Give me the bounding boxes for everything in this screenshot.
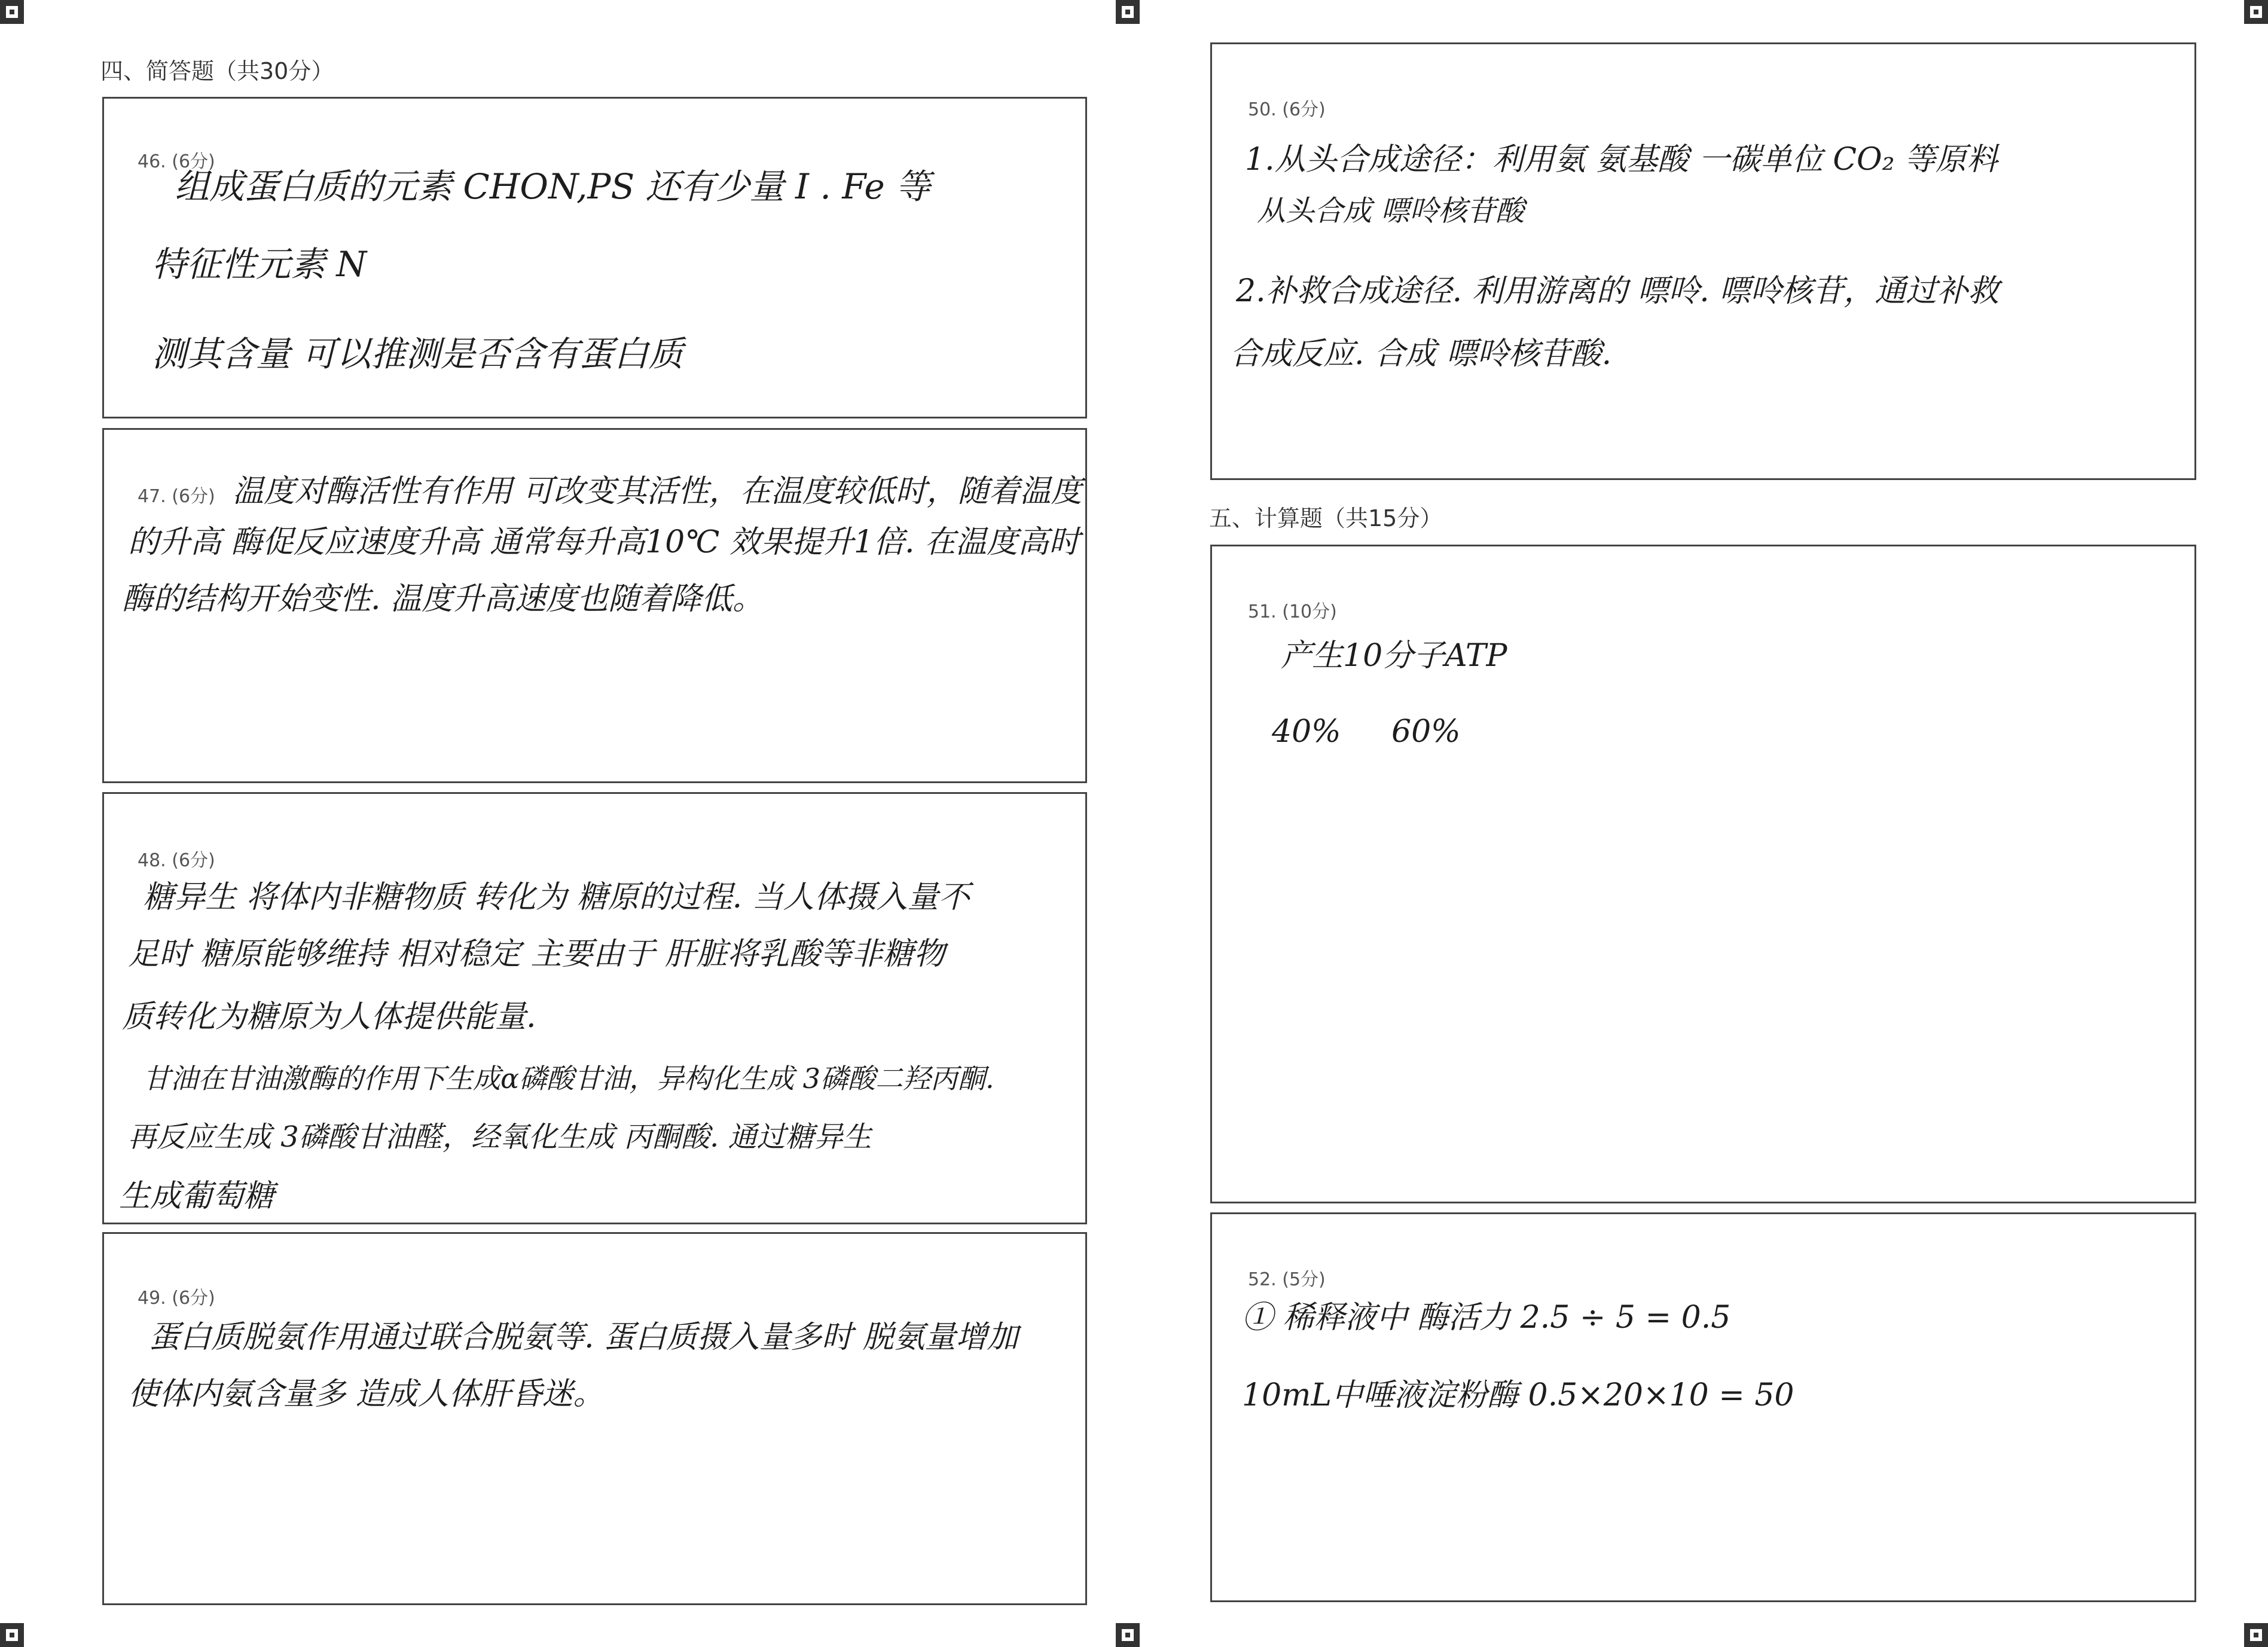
handwriting-q47-line1: 温度对酶活性有作用 可改变其活性，在温度较低时，随着温度	[233, 473, 1082, 509]
handwriting-q48-line6: 生成葡萄糖	[119, 1178, 275, 1214]
answer-box-q49	[102, 1232, 1087, 1605]
handwriting-q52-line1: ① 稀释液中 酶活力 2.5 ÷ 5 = 0.5	[1242, 1300, 1731, 1336]
handwriting-q50-line3: 2.补救合成途径. 利用游离的 嘌呤. 嘌呤核苷，通过补救	[1236, 273, 2000, 309]
section-title-calculation: 五、计算题（共15分）	[1209, 505, 1443, 531]
question-label-q46: 46. (6分)	[138, 151, 215, 172]
handwriting-q50-line2: 从头合成 嘌呤核苷酸	[1257, 194, 1525, 228]
question-label-q52: 52. (5分)	[1248, 1269, 1326, 1290]
handwriting-q51-value2: 60%	[1391, 714, 1461, 750]
question-label-q51: 51. (10分)	[1248, 601, 1337, 622]
registration-marker-top-left	[0, 0, 24, 24]
handwriting-q47-line3: 酶的结构开始变性. 温度升高速度也随着降低。	[122, 581, 764, 617]
handwriting-q48-line3: 质转化为糖原为人体提供能量.	[122, 999, 536, 1035]
registration-marker-bottom-left	[0, 1623, 24, 1647]
handwriting-q48-line4: 甘油在甘油激酶的作用下生成α磷酸甘油，异构化生成 3磷酸二羟丙酮.	[143, 1062, 994, 1095]
handwriting-q48-line2: 足时 糖原能够维持 相对稳定 主要由于 肝脏将乳酸等非糖物	[128, 936, 945, 972]
answer-box-q51	[1210, 545, 2196, 1203]
question-label-q49: 49. (6分)	[138, 1288, 215, 1309]
handwriting-q47-line2: 的升高 酶促反应速度升高 通常每升高10℃ 效果提升1倍. 在温度高时	[128, 524, 1080, 560]
handwriting-q46-line3: 测其含量 可以推测是否含有蛋白质	[152, 334, 683, 374]
handwriting-q51-line1: 产生10分子ATP	[1281, 638, 1507, 674]
question-label-q48: 48. (6分)	[138, 850, 215, 871]
registration-marker-top-center	[1116, 0, 1140, 24]
handwriting-q50-line1: 1.从头合成途径：利用氨 氨基酸 一碳单位 CO₂ 等原料	[1245, 142, 1998, 178]
registration-marker-bottom-right	[2244, 1623, 2268, 1647]
section-title-short-answer: 四、简答题（共30分）	[100, 58, 334, 84]
handwriting-q48-line5: 再反应生成 3磷酸甘油醛，经氧化生成 丙酮酸. 通过糖异生	[128, 1120, 872, 1154]
answer-box-q46	[102, 97, 1087, 418]
handwriting-q46-line2: 特征性元素 N	[152, 244, 367, 285]
handwriting-q52-line2: 10mL中唾液淀粉酶 0.5×20×10 = 50	[1242, 1377, 1794, 1413]
registration-marker-bottom-center	[1116, 1623, 1140, 1647]
handwriting-q46-line1: 组成蛋白质的元素 CHON,PS 还有少量 I . Fe 等	[175, 166, 931, 207]
handwriting-q49-line1: 蛋白质脱氨作用通过联合脱氨等. 蛋白质摄入量多时 脱氨量增加	[149, 1319, 1018, 1355]
registration-marker-top-right	[2244, 0, 2268, 24]
answer-box-q52	[1210, 1212, 2196, 1602]
answer-box-q48	[102, 792, 1087, 1224]
handwriting-q48-line1: 糖异生 将体内非糖物质 转化为 糖原的过程. 当人体摄入量不	[143, 879, 970, 915]
handwriting-q49-line2: 使体内氨含量多 造成人体肝昏迷。	[128, 1376, 605, 1412]
handwriting-q51-value1: 40%	[1272, 714, 1341, 750]
answer-box-q47	[102, 428, 1087, 783]
question-label-q47: 47. (6分)	[138, 486, 215, 507]
handwriting-q50-line4: 合成反应. 合成 嘌呤核苷酸.	[1230, 336, 1612, 372]
answer-box-q50	[1210, 42, 2196, 480]
question-label-q50: 50. (6分)	[1248, 99, 1326, 120]
